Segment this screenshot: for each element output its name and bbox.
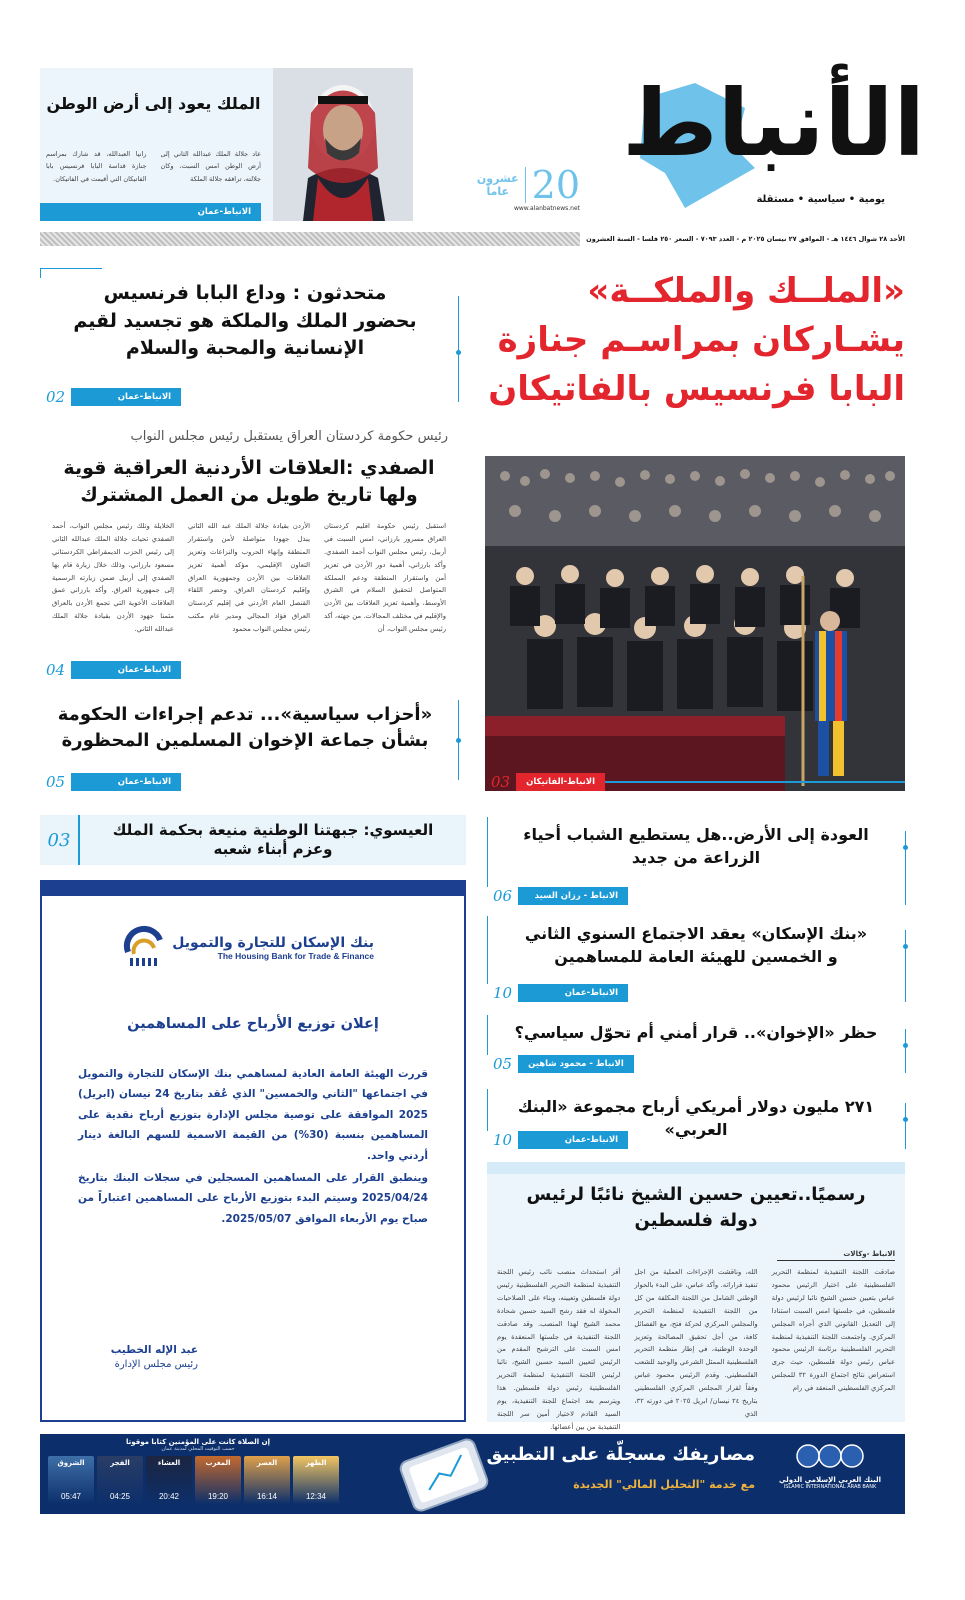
masthead [465, 68, 925, 233]
story-pope-line3: الإنسانية والمحبة والسلام [125, 337, 365, 360]
housing-bank-ad-para2: وينطبق القرار على المساهمين المسجلين في سجلات البنك بتاريخ 2025/04/24 وسيتم البدء بتوزيع الأرباح على المساهمين اعتباراً من صباح يوم الأربعاء الموافق 2025/05/07. [78, 1172, 428, 1225]
prayer-times-title: إن الصلاة كانت على المؤمنين كتابا موقوتا [125, 1438, 271, 1446]
story-parties-page: 05 [46, 773, 66, 791]
right-story-source: الانباط - رزان السيد [518, 887, 628, 905]
housing-bank-sign-title: رئيس مجلس الإدارة [114, 1359, 198, 1370]
prayer-time: 19:20 [207, 1492, 229, 1501]
top-story [40, 68, 413, 221]
prayer-cell [293, 1456, 339, 1504]
story-safadi-col3: الخلايلة وتلك رئيس مجلس النواب، أحمد الصفدي تحيات جلالة الملك عبدالله الثاني إلى رئيس الحزب الديمقراطي الكردستاني مسعود بارزاني، وذلك خلال زيارة قام بها الصفدي إلى أربيل ضمن زيارته الرسمية إلى جمهورية العراق. وأكد بارزاني عمق العلاقات الأخوية التي تجمع الأردن بالعراق مثمنا جهود الأردن بقيادة جلالة الملك عبدالله الثاني. [52, 521, 174, 634]
right-story-bar [487, 984, 905, 1002]
story-parties [40, 702, 450, 754]
right-story-line2: الزراعة من جديد [631, 848, 761, 868]
funeral-crowd-icon [485, 456, 905, 791]
right-story-bar [487, 1055, 905, 1073]
right-story-source: الانباط - محمود شاهين [518, 1055, 634, 1073]
housing-bank-icon [122, 926, 166, 970]
story-pope-line1: متحدثون : وداع البابا فرنسيس [103, 282, 387, 304]
anniversary-number: 20 [531, 163, 580, 207]
top-story-bar [40, 203, 261, 221]
top-story-col2: رانيا العبدالله، قد شارك بمراسم جنازة قداسة البابا فرنسيس بابا الفاتيكان التي أقيمت في الفاتيكان. [46, 150, 147, 183]
prayer-time: 12:34 [305, 1492, 327, 1501]
prayer-cell [97, 1456, 143, 1504]
right-story [487, 1089, 905, 1149]
right-story-line1: «بنك الإسكان» يعقد الاجتماع السنوي الثاني [524, 924, 868, 943]
story-eissawi-line1: العيسوي: جبهتنا الوطنية منيعة بحكمة الملك [112, 821, 434, 840]
anniversary-badge [477, 163, 580, 207]
story-sheikh-line2: دولة فلسطين [634, 1210, 758, 1232]
story-sheikh-col2: الله، وناقشت الإجراءات العملية من اجل تنفيذ قراراته. وأكد عباس، على البدء بالحوار الوطني الشامل من اللجنة المكلفة من كل من اللجنة التنفيذية لمنظمة التحرير والمجلس المركزي لحركة فتح، مع الفصائل كافة، من أجل تحقيق المصالحة وتعزيز الوحدة الوطنية، في إطار منظمة التحرير الفلسطينية الممثل الشرعي والوحيد للشعب الفلسطيني. وقدم الرئيس محمود عباس وفقاً لقرار المجلس المركزي الفلسطيني بتاريخ ٢٤ نيسان/ ابريل ٢٠٢٥ في دورته ٣٢، الذي [634, 1268, 758, 1418]
king-portrait-icon [273, 68, 413, 221]
story-eissawi [40, 815, 466, 865]
islamic-bank-name-en: ISLAMIC INTERNATIONAL ARAB BANK [783, 1484, 877, 1490]
housing-bank-ad-para1: قررت الهيئة العامة العادية لمساهمي بنك الإسكان للتجارة والتمويل في اجتماعها "الثاني والخمسين" الذي عُقد بتاريخ 24 نيسان (ابريل) 2025 الموافقة على توصية مجلس الإدارة بتوزيع أرباح نقدية على المساهمين بنسبة (30%) من القيمة الاسمية للسهم البالغة دينار أردني واحد. [78, 1068, 428, 1162]
prayer-name: الشروق [57, 1459, 85, 1467]
king-photo [273, 68, 413, 221]
lead-line3: البابا فرنسيس بالفاتيكان [488, 368, 905, 409]
website: www.alanbatnews.net [513, 205, 580, 212]
prayer-name: الظهر [305, 1459, 327, 1467]
right-story-source: الانباط-عمان [518, 1131, 628, 1149]
prayer-time: 16:14 [256, 1492, 278, 1501]
story-pope-page: 02 [46, 388, 66, 406]
story-safadi-bar [40, 661, 458, 679]
lead-kicker: «الملــك والملكــة» [587, 271, 905, 311]
phone-icon [385, 1434, 495, 1514]
dateline: الأحد ٢٨ شوال ١٤٤٦ هـ - الموافق ٢٧ نيسان ٢٠٢٥ م - العدد ٧٠٩٣ - السعر ٢٥٠ فلسا - السنة العشرون [580, 232, 905, 246]
housing-bank-ad-title: إعلان توزيع الأرباح على المساهمين [127, 1016, 379, 1032]
housing-bank-sign-name: عبد الإله الخطيب [110, 1344, 198, 1356]
lead-story [485, 268, 905, 414]
story-safadi [40, 428, 458, 632]
story-safadi-col1: استقبل رئيس حكومة اقليم كردستان العراق مسرور بارزاني، امس السبت في أربيل، رئيس مجلس النواب أحمد الصفدي. وأكد بارزاني، أهمية دور الأردن في تعزيز أمن واستقرار المنطقة ودعم المملكة المتواصل لتحقيق السلام في الشرق الأوسط، وأهمية تعزيز العلاقات بين الأردن والإقليم في مختلف المجالات. من جهته، أكد رئيس مجلس النواب، أن [324, 521, 446, 634]
prayer-time: 20:42 [158, 1492, 180, 1501]
housing-bank-signature [78, 1344, 198, 1370]
right-story [487, 1015, 905, 1073]
story-safadi-kicker: رئيس حكومة كردستان العراق يستقبل رئيس مجلس النواب [130, 429, 448, 444]
prayer-cell [146, 1456, 192, 1504]
islamic-bank-name-ar: البنك العربي الإسلامي الدولي [779, 1476, 881, 1484]
story-pope [40, 280, 450, 363]
anniversary-text: عشرون عاماً [476, 171, 519, 198]
story-eissawi-line2: وعزم أبناء شعبه [213, 840, 333, 858]
right-story-page: 06 [493, 887, 513, 905]
prayer-time: 04:25 [109, 1492, 131, 1501]
story-sheikh-body [497, 1266, 895, 1431]
islamic-bank-ad [40, 1434, 905, 1514]
housing-bank-name-ar: بنك الإسكان للتجارة والتمويل [172, 935, 374, 951]
prayer-name: العشاء [157, 1459, 181, 1467]
prayer-cell [195, 1456, 241, 1504]
right-story-bar [487, 887, 905, 905]
housing-bank-ad [40, 880, 466, 1422]
prayer-cell [244, 1456, 290, 1504]
top-story-source: الانباط-عمان [40, 203, 261, 221]
story-sheikh-col1: صادقت اللجنة التنفيذية لمنظمة التحرير الفلسطينية على اختيار الرئيس محمود عباس بتعيين حسين الشيخ نائبا لرئيس دولة فلسطين، في جلستها امس السبت استنادا إلى التعديل القانوني الذي أجراه المجلس المركزي. واجتمعت اللجنة التنفيذية لمنظمة التحرير الفلسطينية برئاسة الرئيس محمود عباس رئيس دولة فلسطين، حيث جرى استعراض نتائج اجتماع الدورة ٣٢ للمجلس المركزي الفلسطيني المنعقد في رام [771, 1268, 895, 1393]
story-parties-bar [40, 773, 458, 791]
prayer-times-caption: حسب التوقيت المحلي لمدينة عمان [161, 1446, 235, 1452]
right-story-line1: العودة إلى الأرض..هل يستطيع الشباب أحياء [523, 825, 869, 844]
story-sheikh-col3: أقر استحداث منصب نائب رئيس اللجنة التنفيذية لمنظمة التحرير الفلسطينية رئيس دولة فلسطين وتعيينه، وبناء على الصلاحيات المخولة له فقد رشح السيد حسين شحادة محمد الشيخ لهذا المنصب. وقد صادقت اللجنة التنفيذية في جلستها المنعقدة يوم امس السبت على الترشيح المقدم من الرئيس لتعيين السيد حسين الشيخ، نائبا لرئيس اللجنة التنفيذية لمنظمة التحرير الفلسطينية رئيس دولة فلسطين. هذا ويترسم بعد اجتماع للجنة التنفيذية، يوم السيد القادم لاختيار أمين سر اللجنة التنفيذية من بين أعضائها. [497, 1268, 621, 1431]
right-story-line1: ٢٧١ مليون دولار أمريكي أرباح مجموعة «البنك العربي» [517, 1097, 875, 1140]
prayer-times [48, 1438, 348, 1510]
lead-photo [485, 456, 905, 791]
housing-bank-name-en: The Housing Bank for Trade & Finance [217, 951, 374, 961]
prayer-cell [48, 1456, 94, 1504]
dateline-strip [40, 232, 905, 246]
story-pope-bar [40, 388, 458, 406]
top-story-col1: عاد جلالة الملك عبدالله الثاني إلى أرض الوطن امس السبت، وكان جلالته، ترافقه جلالة الملكة [160, 150, 261, 183]
story-safadi-line1: الصفدي :العلاقات الأردنية العراقية قوية [63, 456, 435, 479]
story-sheikh [487, 1162, 905, 1431]
story-parties-source: الانباط-عمان [71, 773, 181, 791]
prayer-name: الفجر [110, 1459, 130, 1467]
prayer-name: العصر [256, 1459, 278, 1467]
prayer-time: 05:47 [60, 1492, 82, 1501]
top-story-body [46, 148, 261, 185]
right-story-page: 10 [493, 984, 513, 1002]
story-sheikh-line1: رسميًا..تعيين حسين الشيخ نائبًا لرئيس [526, 1184, 866, 1205]
lead-bar [485, 773, 905, 791]
prayer-name: المغرب [205, 1459, 231, 1467]
story-sheikh-tag: الانباط -وكالات [777, 1250, 895, 1261]
islamic-bank-logo [765, 1440, 895, 1490]
right-story-page: 10 [493, 1131, 513, 1149]
story-parties-line1: «أحزاب سياسية»... تدعم إجراءات الحكومة [57, 704, 433, 725]
story-eissawi-page: 03 [40, 815, 80, 865]
lead-line2: يشـاركان بمراسـم جنازة [497, 319, 905, 360]
islamic-bank-icon [795, 1440, 865, 1472]
right-story [487, 817, 905, 905]
right-story-page: 05 [493, 1055, 513, 1073]
story-safadi-body [40, 520, 458, 632]
lead-page-number: 03 [491, 773, 511, 791]
right-story-bar [487, 1131, 905, 1149]
right-story [487, 916, 905, 1002]
story-pope-line2: بحضور الملك والملكة هو تجسيد لقيم [73, 309, 417, 332]
top-story-title: الملك يعود إلى أرض الوطن [46, 94, 261, 113]
right-story-line2: و الخمسين للهيئة العامة للمساهمين [554, 947, 838, 967]
story-parties-line2: بشأن جماعة الإخوان المسلمين المحظورة [61, 730, 429, 752]
story-safadi-source: الانباط-عمان [71, 661, 181, 679]
right-story-line1: حظر «الإخوان».. قرار أمني أم تحوّل سياسي؟ [514, 1023, 878, 1042]
newspaper-logo: الأنباط [622, 70, 925, 177]
story-safadi-col2: الأردن بقيادة جلالة الملك عبد الله الثاني يبذل جهودا متواصلة لأمن واستقرار المنطقة وإنهاء الحروب والنزاعات وتعزيز التعاون الإقليمي، مؤكد أهمية تعزيز العلاقات بين الأردن وجمهورية العراق وإقليم كردستان العراق. وحضر اللقاء القنصل العام الأردني في إقليم كردستان العراق فؤاد المجالي ومدير عام مكتب رئيس مجلس النواب محمود [188, 521, 310, 634]
story-pope-source: الانباط-عمان [71, 388, 181, 406]
prayer-row [48, 1456, 348, 1504]
housing-bank-logo [122, 926, 374, 970]
tagline: يومية • سياسية • مستقلة [756, 194, 885, 205]
lead-source: الانباط-الفاتيكان [516, 773, 605, 791]
islamic-bank-sub: مع خدمة "التحليل المالي" الجديدة [573, 1478, 755, 1491]
story-safadi-line2: ولها تاريخ طويل من العمل المشترك [80, 484, 418, 507]
right-story-source: الانباط-عمان [518, 984, 628, 1002]
story-safadi-page: 04 [46, 661, 66, 679]
islamic-bank-headline: مصاريفك مسجلّة على التطبيق [486, 1444, 755, 1465]
